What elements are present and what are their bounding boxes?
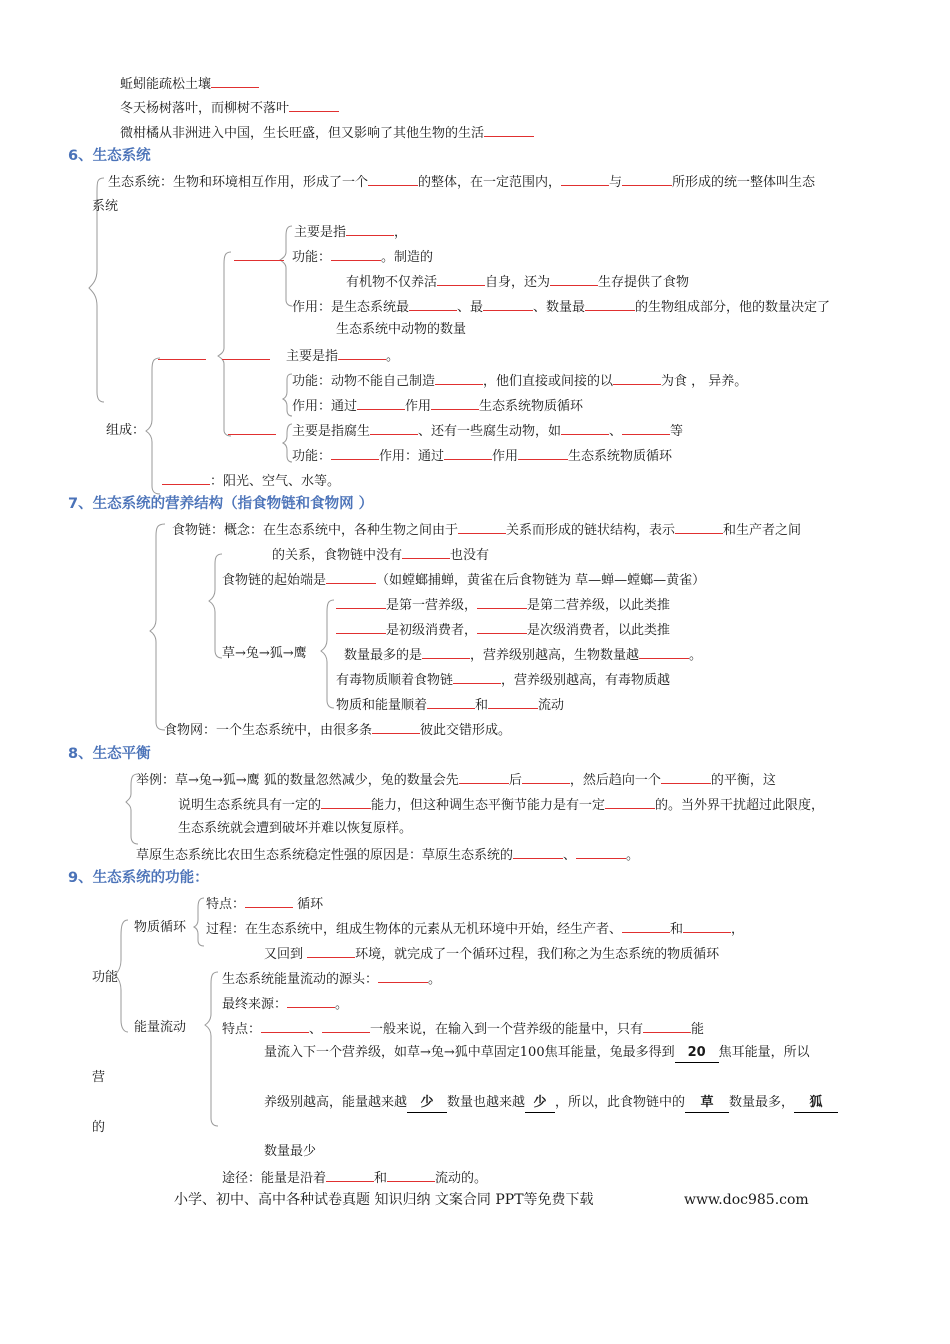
top-line-2: 冬天杨树落叶，而柳树不落叶 bbox=[120, 98, 339, 118]
blank[interactable] bbox=[402, 545, 450, 559]
blank[interactable] bbox=[605, 795, 655, 809]
blank[interactable] bbox=[158, 346, 206, 360]
food-web: 食物网：一个生态系统中，由很多条 彼此交错形成。 bbox=[164, 720, 511, 740]
producer-function: 功能： 。制造的 bbox=[292, 247, 433, 267]
blank[interactable] bbox=[513, 845, 563, 859]
matter-energy-flow: 物质和能量顺着 和 流动 bbox=[336, 695, 564, 715]
consumer-level: 是初级消费者， 是次级消费者，以此类推 bbox=[336, 620, 670, 640]
decomposer-function: 功能： 作用：通过 作用 生态系统物质循环 bbox=[292, 446, 672, 466]
producer-organic: 有机物不仅养活 自身，还为 生存提供了食物 bbox=[346, 272, 689, 292]
blank[interactable] bbox=[331, 247, 381, 261]
ecosystem-definition-cont: 系统 bbox=[92, 199, 119, 214]
blank[interactable] bbox=[228, 421, 276, 435]
material-cycle-label: 物质循环 bbox=[134, 920, 187, 935]
blank[interactable] bbox=[576, 845, 626, 859]
blank[interactable] bbox=[431, 396, 479, 410]
consumer-role: 作用：通过 作用 生态系统物质循环 bbox=[292, 396, 583, 416]
material-cycle-feature: 特点： 循环 bbox=[206, 894, 323, 914]
energy-path: 途径：能量是沿着 和 流动的。 bbox=[222, 1168, 487, 1188]
blank[interactable] bbox=[683, 919, 731, 933]
blank[interactable] bbox=[613, 371, 661, 385]
trophic-level: 是第一营养级， 是第二营养级，以此类推 bbox=[336, 595, 670, 615]
filled-answer: 少 bbox=[407, 1094, 447, 1113]
blank[interactable] bbox=[550, 272, 598, 286]
blank[interactable] bbox=[422, 645, 470, 659]
blank[interactable] bbox=[234, 247, 284, 261]
top-line-3: 微柑橘从非洲进入中国，生长旺盛，但又影响了其他生物的生活 bbox=[120, 123, 534, 143]
blank[interactable] bbox=[326, 1168, 374, 1182]
blank[interactable] bbox=[444, 446, 492, 460]
producer-role-cont: 生态系统中动物的数量 bbox=[336, 322, 467, 337]
blank[interactable] bbox=[409, 297, 457, 311]
blank[interactable] bbox=[477, 595, 527, 609]
producer-main: 主要是指 ， bbox=[294, 222, 407, 242]
blank[interactable] bbox=[477, 620, 527, 634]
blank[interactable] bbox=[326, 570, 376, 584]
blank[interactable] bbox=[307, 944, 355, 958]
grassland-stability: 草原生态系统比农田生态系统稳定性强的原因是：草原生态系统的 、 。 bbox=[136, 845, 639, 865]
blank[interactable] bbox=[453, 670, 501, 684]
material-cycle-process-cont: 又回到 环境，就完成了一个循环过程，我们称之为生态系统的物质循环 bbox=[264, 944, 719, 964]
abiotic-factors: ：阳光、空气、水等。 bbox=[162, 471, 340, 491]
consumer-label-blank bbox=[222, 346, 270, 366]
blank[interactable] bbox=[458, 520, 506, 534]
energy-conclusion-cont: 数量最少 bbox=[264, 1144, 317, 1159]
balance-explanation-cont: 生态系统就会遭到破坏并难以恢复原样。 bbox=[178, 821, 413, 836]
blank[interactable] bbox=[483, 297, 533, 311]
most-numerous: 数量最多的是 ，营养级别越高，生物数量越 。 bbox=[344, 645, 702, 665]
blank[interactable] bbox=[622, 919, 670, 933]
blank[interactable] bbox=[484, 123, 534, 137]
blank[interactable] bbox=[378, 969, 428, 983]
blank[interactable] bbox=[437, 272, 485, 286]
energy-feature: 特点： 、 一般来说，在输入到一个营养级的能量中，只有 能 bbox=[222, 1019, 704, 1039]
blank[interactable] bbox=[675, 520, 723, 534]
blank[interactable] bbox=[357, 396, 405, 410]
blank[interactable] bbox=[331, 446, 379, 460]
blank[interactable] bbox=[622, 421, 670, 435]
blank[interactable] bbox=[372, 720, 420, 734]
blank[interactable] bbox=[336, 595, 386, 609]
blank[interactable] bbox=[561, 421, 609, 435]
energy-source: 生态系统能量流动的源头： 。 bbox=[222, 969, 441, 989]
energy-conclusion: 养级别越高，能量越来越 少 数量也越来越 少 ，所以，此食物链中的 草 数量最多， 狐 bbox=[264, 1094, 838, 1113]
footer-text: 小学、初中、高中各种试卷真题 知识归纳 文案合同 PPT等免费下载 bbox=[174, 1192, 594, 1208]
filled-answer: 草 bbox=[685, 1094, 729, 1113]
blank[interactable] bbox=[287, 994, 335, 1008]
blank[interactable] bbox=[622, 172, 672, 186]
top-line-1: 蚯蚓能疏松土壤 bbox=[120, 74, 259, 94]
toxic-substances: 有毒物质顺着食物链 ，营养级别越高，有毒物质越 bbox=[336, 670, 670, 690]
function-label: 功能 bbox=[92, 970, 119, 985]
blank[interactable] bbox=[338, 346, 386, 360]
producer-label-blank bbox=[234, 247, 284, 267]
blank[interactable] bbox=[488, 695, 538, 709]
blank[interactable] bbox=[661, 770, 711, 784]
blank[interactable] bbox=[245, 894, 293, 908]
blank[interactable] bbox=[289, 98, 339, 112]
blank[interactable] bbox=[346, 222, 394, 236]
section-8-heading: 8、生态平衡 bbox=[68, 746, 151, 762]
filled-answer: 20 bbox=[675, 1044, 719, 1063]
blank[interactable] bbox=[427, 695, 475, 709]
filled-answer: 狐 bbox=[794, 1094, 838, 1113]
blank[interactable] bbox=[459, 770, 509, 784]
blank[interactable] bbox=[639, 645, 689, 659]
decomposer-main: 主要是指腐生 、还有一些腐生动物，如 、 等 bbox=[292, 421, 683, 441]
blank[interactable] bbox=[321, 795, 371, 809]
energy-final-source: 最终来源： 。 bbox=[222, 994, 348, 1014]
food-chain-concept-cont: 的关系，食物链中没有 也没有 bbox=[272, 545, 489, 565]
section-6-heading: 6、生态系统 bbox=[68, 148, 151, 164]
blank[interactable] bbox=[261, 1019, 309, 1033]
decomposer-label-blank bbox=[228, 421, 276, 441]
balance-example: 举例：草→兔→狐→鹰 狐的数量忽然减少，兔的数量会先 后 ，然后趋向一个 的平衡，这 bbox=[136, 770, 776, 790]
blank[interactable] bbox=[522, 770, 570, 784]
producer-role: 作用：是生态系统最 、最 、数量最 的生物组成部分，他的数量决定了 bbox=[292, 297, 830, 317]
consumer-main: 主要是指 。 bbox=[286, 346, 399, 366]
blank[interactable] bbox=[211, 74, 259, 88]
energy-flow-label: 能量流动 bbox=[134, 1020, 187, 1035]
biotic-label-blank bbox=[158, 346, 206, 366]
blank[interactable] bbox=[585, 297, 635, 311]
blank[interactable] bbox=[387, 1168, 435, 1182]
balance-explanation: 说明生态系统具有一定的 能力，但这种调生态平衡节能力是有一定 的。当外界干扰超过此限度， bbox=[178, 795, 824, 815]
blank[interactable] bbox=[162, 471, 210, 485]
blank[interactable] bbox=[370, 421, 418, 435]
side-char-ying: 营 bbox=[92, 1070, 106, 1085]
consumer-function: 功能：动物不能自己制造 ，他们直接或间接的以 为食 ， 异养。 bbox=[292, 371, 747, 391]
food-chain-concept: 食物链：概念：在生态系统中，各种生物之间由于 关系而形成的链状结构，表示 和生产者之间 bbox=[172, 520, 801, 540]
blank[interactable] bbox=[643, 1019, 691, 1033]
blank[interactable] bbox=[561, 172, 609, 186]
blank[interactable] bbox=[518, 446, 568, 460]
composition-label: 组成： bbox=[106, 423, 146, 438]
ecosystem-definition: 生态系统：生物和环境相互作用，形成了一个 的整体，在一定范围内， 与 所形成的统一整体叫生态 bbox=[108, 172, 815, 192]
blank[interactable] bbox=[435, 371, 483, 385]
side-char-de: 的 bbox=[92, 1120, 106, 1135]
section-7-heading: 7、生态系统的营养结构（指食物链和食物网 ） bbox=[68, 496, 374, 512]
filled-answer: 少 bbox=[525, 1094, 555, 1113]
blank[interactable] bbox=[368, 172, 418, 186]
energy-example: 量流入下一个营养级，如草→兔→狐中草固定100焦耳能量，兔最多得到 20 焦耳能量，所以 bbox=[264, 1044, 810, 1063]
section-9-heading: 9、生态系统的功能： bbox=[68, 870, 209, 886]
food-chain-start: 食物链的起始端是 （如螳螂捕蝉，黄雀在后食物链为 草—蝉—螳螂—黄雀） bbox=[222, 570, 705, 590]
footer-url[interactable]: www.doc985.com bbox=[684, 1192, 809, 1208]
blank[interactable] bbox=[322, 1019, 370, 1033]
blank[interactable] bbox=[222, 346, 270, 360]
food-chain-example: 草→兔→狐→鹰 bbox=[222, 646, 307, 661]
blank[interactable] bbox=[336, 620, 386, 634]
material-cycle-process: 过程：在生态系统中，组成生物体的元素从无机环境中开始，经生产者、 和 ， bbox=[206, 919, 744, 939]
